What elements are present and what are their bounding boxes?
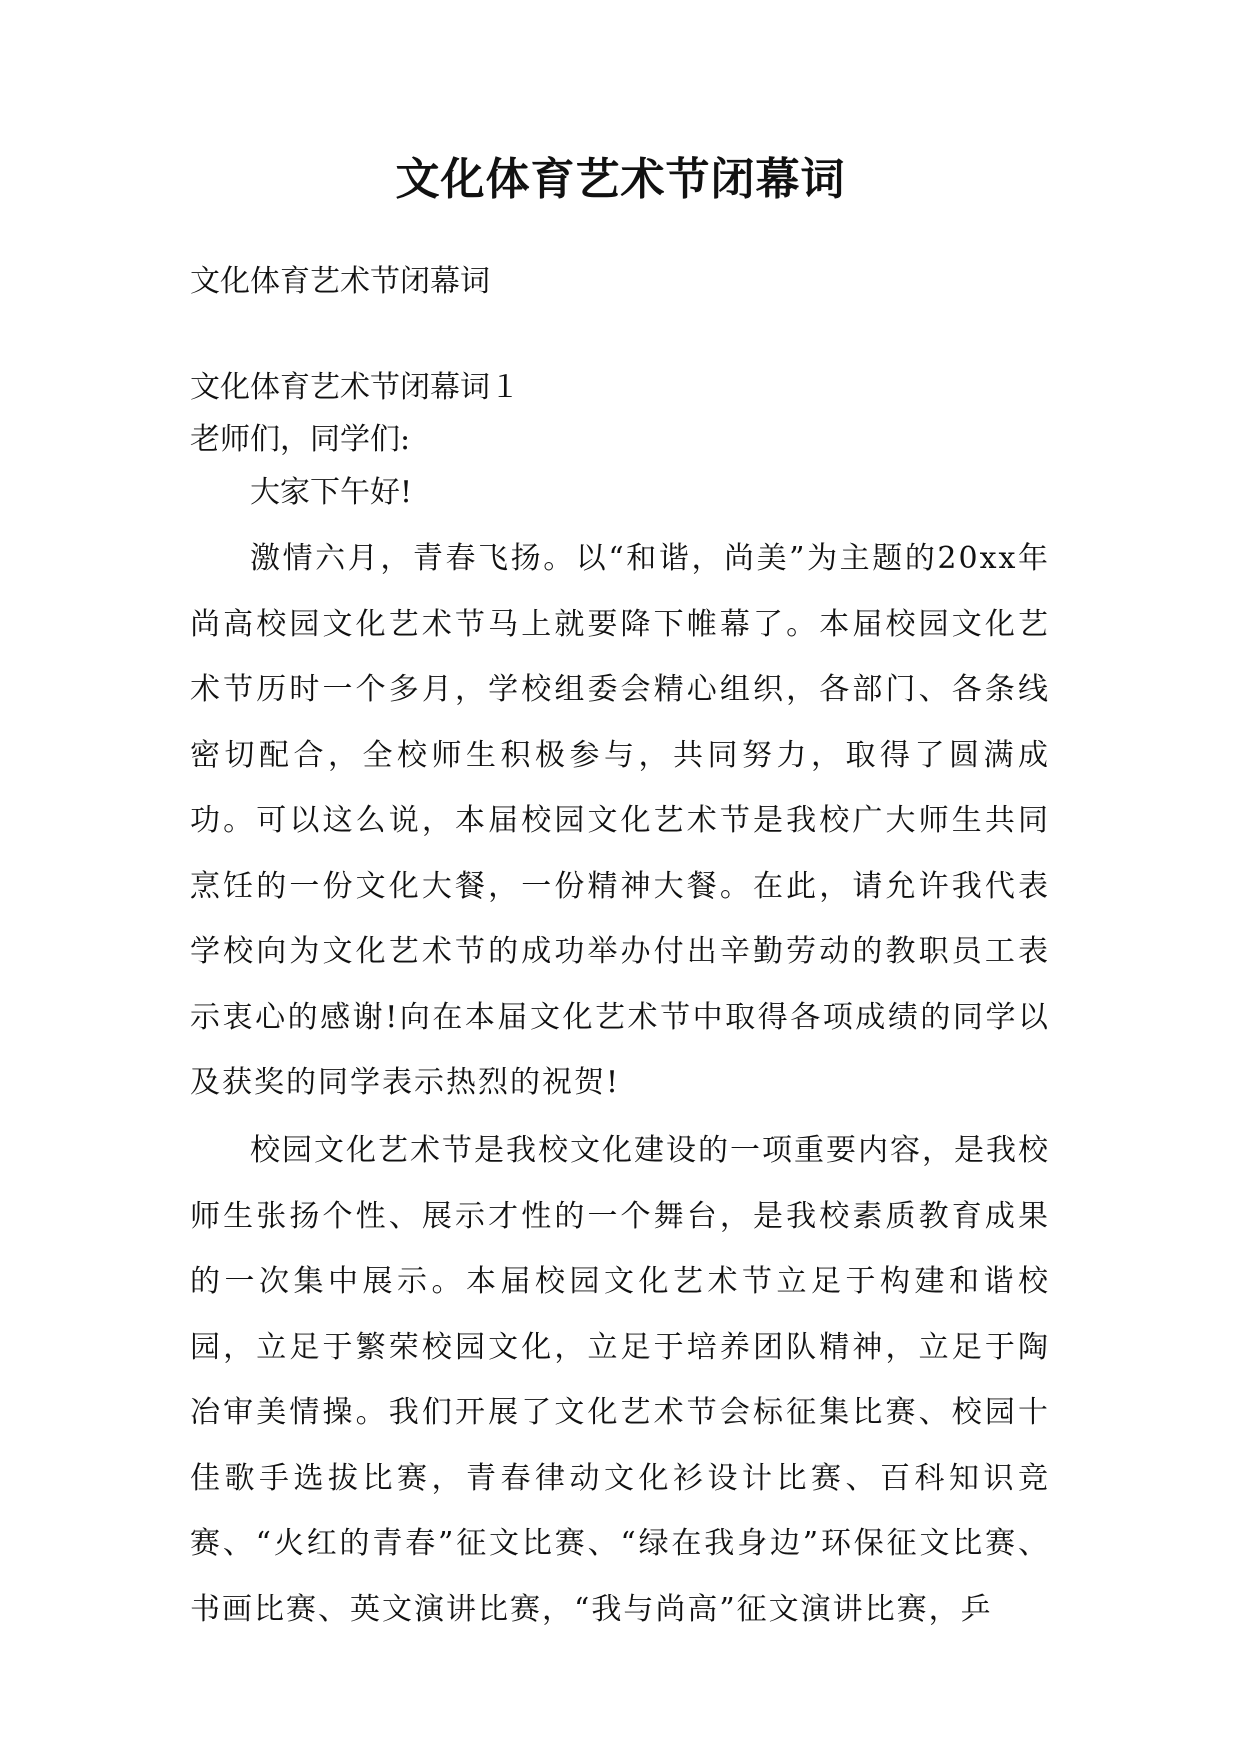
document-subtitle: 文化体育艺术节闭幕词 xyxy=(190,264,490,299)
greeting: 大家下午好! xyxy=(250,475,413,510)
paragraph-1: 激情六月，青春飞扬。以“和谐，尚美”为主题的20xx年尚高校园文化艺术节马上就要降下帷幕了。本届校园文化艺术节历时一个多月，学校组委会精心组织，各部门、各条线密切配合，全校师生积极参与，共同努力，取得了圆满成功。可以这么说，本届校园文化艺术节是我校广大师生共同烹饪的一份文化大餐，一份精神大餐。在此，请允许我代表学校向为文化艺术节的成功举办付出辛勤劳动的教职员工表示衷心的感谢!向在本届文化艺术节中取得各项成绩的同学以及获奖的同学表示热烈的祝贺! xyxy=(190,541,1050,1100)
section-heading: 文化体育艺术节闭幕词１ xyxy=(190,370,520,405)
salutation: 老师们，同学们: xyxy=(190,422,411,457)
paragraph-2: 校园文化艺术节是我校文化建设的一项重要内容，是我校师生张扬个性、展示才性的一个舞台，是我校素质教育成果的一次集中展示。本届校园文化艺术节立足于构建和谐校园，立足于繁荣校园文化，立足于培养团队精神，立足于陶冶审美情操。我们开展了文化艺术节会标征集比赛、校园十佳歌手选拔比赛，青春律动文化衫设计比赛、百科知识竞赛、“火红的青春”征文比赛、“绿在我身边”环保征文比赛、书画比赛、英文演讲比赛，“我与尚高”征文演讲比赛，乒 xyxy=(190,1133,1050,1627)
document-title: 文化体育艺术节闭幕词 xyxy=(395,154,846,205)
